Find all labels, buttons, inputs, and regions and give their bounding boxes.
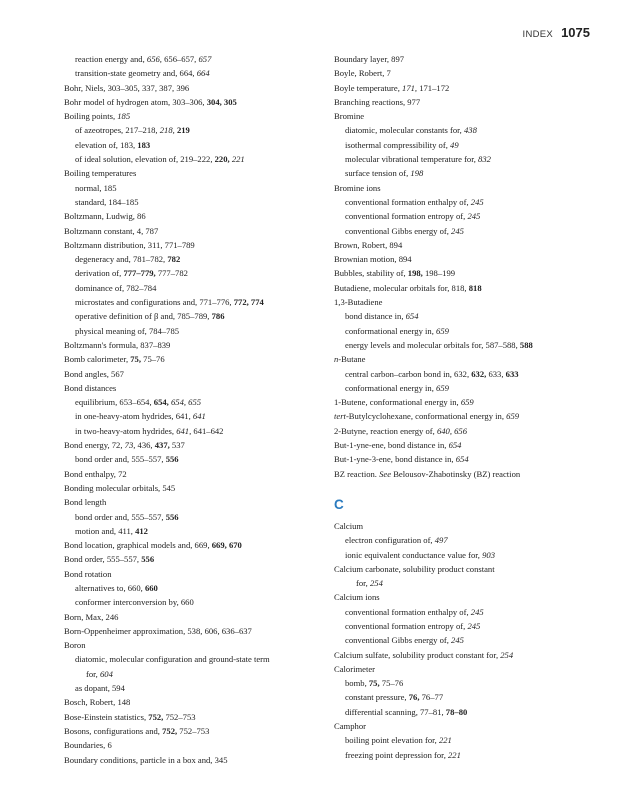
entry-text: Bosons, configurations and, (64, 725, 163, 736)
index-entry (334, 409, 596, 423)
entry-text: Bond energy, 72, (64, 440, 125, 451)
index-subentry (64, 652, 326, 666)
entry-text: 659 (506, 411, 520, 422)
index-entry (64, 538, 326, 552)
index-entry (334, 238, 596, 252)
entry-text: bond distance in, (345, 311, 406, 322)
entry-text: constant pressure, (345, 692, 409, 703)
index-entry (64, 109, 326, 123)
entry-text: in one-heavy-atom hydrides, 641, (75, 411, 193, 422)
index-entry (334, 266, 596, 280)
entry-text: Bubbles, stability of, (334, 268, 408, 279)
entry-text: 903 (482, 549, 495, 560)
entry-text: 254 (500, 649, 514, 660)
index-entry (64, 95, 326, 109)
index-entry (64, 81, 326, 95)
index-entry (334, 252, 596, 266)
index-column-right (334, 52, 596, 762)
entry-text: 588 (519, 339, 533, 350)
entry-text: 632, (471, 368, 487, 379)
index-subentry (334, 367, 596, 381)
entry-text: 656–657, (161, 54, 199, 64)
index-subentry (64, 138, 326, 152)
index-subentry (334, 705, 596, 719)
entry-text: Bond location, graphical models and, 669, (64, 540, 212, 551)
entry-text: equilibrium, 653–654, (75, 397, 154, 408)
entry-text: 254 (369, 578, 383, 589)
index-entry (64, 438, 326, 452)
index-subentry (334, 676, 596, 690)
entry-text: bomb, (345, 678, 369, 689)
index-entry-continuation (64, 667, 326, 681)
index-entry (334, 181, 596, 195)
entry-text: Boltzmann constant, 4, 787 (64, 225, 159, 236)
index-entry (334, 452, 596, 466)
index-subentry (64, 510, 326, 524)
entry-text: 198–199 (422, 268, 456, 279)
index-entry (64, 238, 326, 252)
entry-text: 245 (451, 225, 464, 236)
index-subentry (64, 281, 326, 295)
entry-text: n (334, 354, 339, 365)
index-subentry (334, 633, 596, 647)
index-entry (64, 710, 326, 724)
entry-text: 2-Butyne, reaction energy of, (334, 425, 437, 436)
entry-text: alternatives to, 660, (75, 582, 145, 593)
entry-text: 1,3-Butadiene (334, 297, 383, 308)
entry-text: energy levels and molecular orbitals for, 587–588, (345, 339, 520, 350)
entry-text: 641–642 (191, 425, 224, 436)
index-entry (64, 381, 326, 395)
index-entry (64, 338, 326, 352)
entry-text: 1-Butene, conformational energy in, (334, 397, 461, 408)
entry-text: Calcium carbonate, solubility product constant (334, 563, 495, 574)
index-entry (64, 738, 326, 752)
entry-text: 659 (436, 382, 449, 393)
entry-text: 537 (169, 440, 185, 451)
entry-text: 777–779, (123, 268, 156, 279)
index-entry (64, 638, 326, 652)
index-entry (64, 352, 326, 366)
index-subentry (334, 195, 596, 209)
entry-text: microstates and configurations and, 771–776, (75, 297, 234, 308)
index-subentry (334, 324, 596, 338)
entry-text: conventional formation entropy of, (345, 211, 468, 222)
index-entry (334, 395, 596, 409)
entry-text: bond order and, 555–557, (75, 454, 166, 465)
entry-text: central carbon–carbon bond in, 632, (345, 368, 472, 379)
entry-text: Boltzmann distribution, 311, 771–789 (64, 239, 195, 250)
entry-text: 75, (368, 678, 380, 689)
entry-text: electron configuration of, (345, 535, 435, 546)
entry-text: conventional Gibbs energy of, (345, 635, 452, 646)
entry-text: See (379, 468, 392, 479)
entry-text: Calcium (334, 520, 364, 531)
entry-text: 556 (165, 454, 179, 465)
section-letter-heading: C (334, 496, 344, 512)
entry-text: Bond angles, 567 (64, 368, 124, 379)
page-number: 1075 (561, 25, 590, 40)
entry-text: Camphor (334, 721, 366, 732)
index-entry (64, 166, 326, 180)
entry-text: But-1-yne-3-ene, bond distance in, (334, 454, 456, 465)
entry-text: 304, 305 (206, 96, 237, 107)
index-subentry (334, 690, 596, 704)
entry-text: Bond distances (64, 382, 117, 393)
entry-text: 786 (211, 311, 225, 322)
entry-text: freezing point depression for, (345, 749, 448, 760)
entry-text: 772, 774 (233, 297, 264, 308)
entry-text: conventional formation entropy of, (345, 620, 468, 631)
entry-text: Boltzmann's formula, 837–839 (64, 339, 171, 350)
entry-text: 641 (192, 411, 206, 422)
index-subentry (334, 209, 596, 223)
entry-text: molecular vibrational temperature for, (345, 154, 479, 165)
entry-text: 659 (460, 397, 474, 408)
entry-text: physical meaning of, 784–785 (75, 325, 180, 336)
entry-text: BZ reaction. (334, 468, 380, 479)
index-entry (334, 719, 596, 733)
entry-text: conformational energy in, (345, 325, 437, 336)
entry-text: 752, (148, 711, 164, 722)
entry-text: 73, (124, 440, 136, 451)
index-entry (334, 281, 596, 295)
index-entry (64, 367, 326, 381)
entry-text: Calorimeter (334, 663, 376, 674)
entry-text: Bond rotation (64, 568, 112, 579)
index-entry (64, 567, 326, 581)
index-entry (64, 552, 326, 566)
index-subentry (334, 533, 596, 547)
index-subentry (64, 681, 326, 695)
index-entry (64, 495, 326, 509)
index-entry (64, 753, 326, 767)
index-entry (334, 295, 596, 309)
entry-text: 221 (231, 154, 245, 165)
index-subentry (64, 266, 326, 280)
entry-text: 497 (434, 535, 448, 546)
index-entry (334, 95, 596, 109)
entry-text: 752–753 (177, 725, 210, 736)
entry-text: 633 (505, 368, 519, 379)
index-entry (334, 519, 596, 533)
index-entry (334, 52, 596, 66)
entry-text: boiling point elevation for, (345, 735, 439, 746)
index-entry (334, 562, 596, 576)
entry-text: 437, (154, 440, 170, 451)
index-entry (334, 109, 596, 123)
entry-text: 198 (410, 168, 424, 179)
entry-text: for, (356, 578, 370, 589)
entry-text: tert (334, 411, 346, 422)
entry-text: standard, 184–185 (75, 196, 139, 207)
entry-text: 660 (144, 582, 158, 593)
entry-text: 183 (137, 139, 151, 150)
index-entry (334, 352, 596, 366)
entry-text: conventional Gibbs energy of, (345, 225, 452, 236)
entry-text: Bose-Einstein statistics, (64, 711, 149, 722)
entry-text: 171, (402, 82, 418, 93)
index-subentry (334, 338, 596, 352)
entry-text: conventional formation enthalpy of, (345, 196, 471, 207)
entry-text: Brownian motion, 894 (334, 254, 412, 265)
entry-text: Boltzmann, Ludwig, 86 (64, 211, 146, 222)
entry-text: Boyle, Robert, 7 (334, 68, 391, 79)
index-subentry (64, 524, 326, 538)
index-entry (334, 648, 596, 662)
running-head: INDEX (522, 29, 554, 40)
index-subentry (334, 166, 596, 180)
entry-text: Boyle temperature, (334, 82, 403, 93)
entry-text: Bond length (64, 497, 107, 508)
entry-text: Born, Max, 246 (64, 611, 119, 622)
entry-text: 219 (176, 125, 190, 136)
index-subentry (64, 581, 326, 595)
entry-text: 436, (135, 440, 155, 451)
entry-text: 245 (451, 635, 464, 646)
entry-text: Boundary conditions, particle in a box and, 345 (64, 754, 228, 765)
entry-text: Bromine (334, 111, 365, 122)
entry-text: Bond order, 555–557, (64, 554, 142, 565)
entry-text: 777–782 (155, 268, 188, 279)
entry-text: -Butane (338, 354, 366, 365)
index-subentry (64, 123, 326, 137)
entry-text: Boiling temperatures (64, 168, 137, 179)
entry-text: Boundary layer, 897 (334, 54, 405, 64)
entry-text: surface tension of, (345, 168, 411, 179)
entry-text: derivation of, (75, 268, 124, 279)
page-header (523, 25, 590, 40)
entry-text: conformer interconversion by, 660 (75, 597, 194, 608)
index-subentry (334, 381, 596, 395)
entry-text: Bosch, Robert, 148 (64, 697, 131, 708)
index-subentry (334, 152, 596, 166)
entry-text: 185 (117, 111, 131, 122)
entry-text: 659 (436, 325, 449, 336)
entry-text: 76–77 (419, 692, 444, 703)
entry-text: bond order and, 555–557, (75, 511, 166, 522)
entry-text: Brown, Robert, 894 (334, 239, 403, 250)
entry-text: 656, (146, 54, 162, 64)
entry-text: 657 (198, 54, 212, 64)
index-entry-continuation (334, 576, 596, 590)
index-entry (334, 438, 596, 452)
entry-text: in two-heavy-atom hydrides, (75, 425, 177, 436)
entry-text: 218, (159, 125, 175, 136)
index-entry (64, 481, 326, 495)
index-subentry (64, 409, 326, 423)
entry-text: 412 (135, 525, 148, 536)
entry-text: Calcium sulfate, solubility product constant for, (334, 649, 501, 660)
entry-text: Bohr, Niels, 303–305, 337, 387, 396 (64, 82, 190, 93)
index-column-left (64, 52, 326, 767)
entry-text: Boron (64, 640, 86, 651)
entry-text: 220, (214, 154, 230, 165)
entry-text: 221 (438, 735, 452, 746)
entry-text: Boiling points, (64, 111, 118, 122)
entry-text: 818 (468, 282, 482, 293)
entry-text: 640, 656 (436, 425, 468, 436)
entry-text: reaction energy and, (75, 54, 147, 64)
entry-text: conformational energy in, (345, 382, 437, 393)
entry-text: 245 (470, 606, 484, 617)
entry-text: 438 (463, 125, 477, 136)
entry-text: 752–753 (163, 711, 196, 722)
entry-text: Bromine ions (334, 182, 381, 193)
index-subentry (334, 138, 596, 152)
entry-text: 654 (448, 440, 462, 451)
index-entry (64, 209, 326, 223)
entry-text: 75–76 (379, 678, 404, 689)
entry-text: 245 (467, 620, 481, 631)
entry-text: 556 (141, 554, 155, 565)
entry-text: Born-Oppenheimer approximation, 538, 606, 636–637 (64, 625, 252, 636)
entry-text: isothermal compressibility of, (345, 139, 451, 150)
entry-text: 633, (486, 368, 506, 379)
index-subentry (334, 733, 596, 747)
section-gap (334, 481, 596, 497)
index-subentry (64, 395, 326, 409)
index-subentry (334, 619, 596, 633)
entry-text: conventional formation enthalpy of, (345, 606, 471, 617)
entry-text: 78–80 (445, 706, 468, 717)
entry-text: 245 (470, 196, 484, 207)
index-subentry (334, 748, 596, 762)
index-subentry (64, 295, 326, 309)
entry-text: 556 (165, 511, 179, 522)
index-entry (334, 81, 596, 95)
entry-text: for, (86, 668, 100, 679)
entry-text: 49 (450, 139, 459, 150)
entry-text: 664 (196, 68, 210, 79)
index-subentry (334, 605, 596, 619)
entry-text: 75–76 (141, 354, 165, 365)
index-subentry (64, 181, 326, 195)
index-subentry (334, 309, 596, 323)
entry-text: diatomic, molecular configuration and ground-state term (75, 654, 270, 665)
entry-text: of azeotropes, 217–218, (75, 125, 160, 136)
entry-text: ionic equivalent conductance value for, (345, 549, 483, 560)
index-subentry (64, 324, 326, 338)
entry-text: motion and, 411, (75, 525, 136, 536)
index-entry (334, 424, 596, 438)
index-subentry (64, 424, 326, 438)
entry-text: diatomic, molecular constants for, (345, 125, 464, 136)
index-entry (334, 66, 596, 80)
entry-text: But-1-yne-ene, bond distance in, (334, 440, 449, 451)
entry-text: 654, 655 (170, 397, 202, 408)
entry-text: operative definition of β and, 785–789, (75, 311, 212, 322)
entry-text: 604 (99, 668, 113, 679)
entry-text: 198, (407, 268, 423, 279)
index-subentry (334, 224, 596, 238)
entry-text: differential scanning, 77–81, (345, 706, 446, 717)
index-entry (334, 662, 596, 676)
entry-text: as dopant, 594 (75, 683, 125, 694)
entry-text: 76, (408, 692, 420, 703)
entry-text: 782 (167, 254, 181, 265)
entry-text: normal, 185 (75, 182, 117, 193)
index-subentry (334, 123, 596, 137)
entry-text: 641, (176, 425, 192, 436)
entry-text: 752, (162, 725, 178, 736)
entry-text: Bohr model of hydrogen atom, 303–306, (64, 96, 207, 107)
entry-text: Calcium ions (334, 592, 380, 603)
entry-text: 221 (448, 749, 461, 760)
index-subentry (64, 309, 326, 323)
entry-text: 654 (405, 311, 419, 322)
entry-text: 669, 670 (211, 540, 242, 551)
index-subentry (64, 52, 326, 66)
index-subentry (334, 548, 596, 562)
index-entry (334, 590, 596, 604)
index-subentry (64, 595, 326, 609)
entry-text: 171–172 (417, 82, 450, 93)
entry-text: -Butylcyclohexane, conformational energy in, (345, 411, 507, 422)
index-entry (334, 467, 596, 481)
entry-text: Butadiene, molecular orbitals for, 818, (334, 282, 469, 293)
index-subentry (64, 66, 326, 80)
entry-text: Bond enthalpy, 72 (64, 468, 127, 479)
index-entry (64, 724, 326, 738)
entry-text: 245 (467, 211, 481, 222)
entry-text: 654 (455, 454, 469, 465)
entry-text: Bonding molecular orbitals, 545 (64, 482, 176, 493)
entry-text: 832 (478, 154, 491, 165)
index-subentry (64, 252, 326, 266)
entry-text: Boundaries, 6 (64, 740, 112, 751)
entry-text: 75, (130, 354, 141, 365)
index-entry (64, 467, 326, 481)
index-subentry (64, 452, 326, 466)
index-subentry (64, 152, 326, 166)
entry-text: Bomb calorimeter, (64, 354, 131, 365)
index-entry (64, 224, 326, 238)
entry-text: 654, (153, 397, 169, 408)
index-subentry (64, 195, 326, 209)
index-entry (64, 624, 326, 638)
entry-text: degeneracy and, 781–782, (75, 254, 168, 265)
entry-text: of ideal solution, elevation of, 219–222, (75, 154, 215, 165)
entry-text: dominance of, 782–784 (75, 282, 157, 293)
entry-text: Belousov-Zhabotinsky (BZ) reaction (391, 468, 521, 479)
entry-text: transition-state geometry and, 664, (75, 68, 197, 79)
index-entry (64, 695, 326, 709)
entry-text: Branching reactions, 977 (334, 96, 421, 107)
entry-text: elevation of, 183, (75, 139, 138, 150)
index-entry (64, 610, 326, 624)
